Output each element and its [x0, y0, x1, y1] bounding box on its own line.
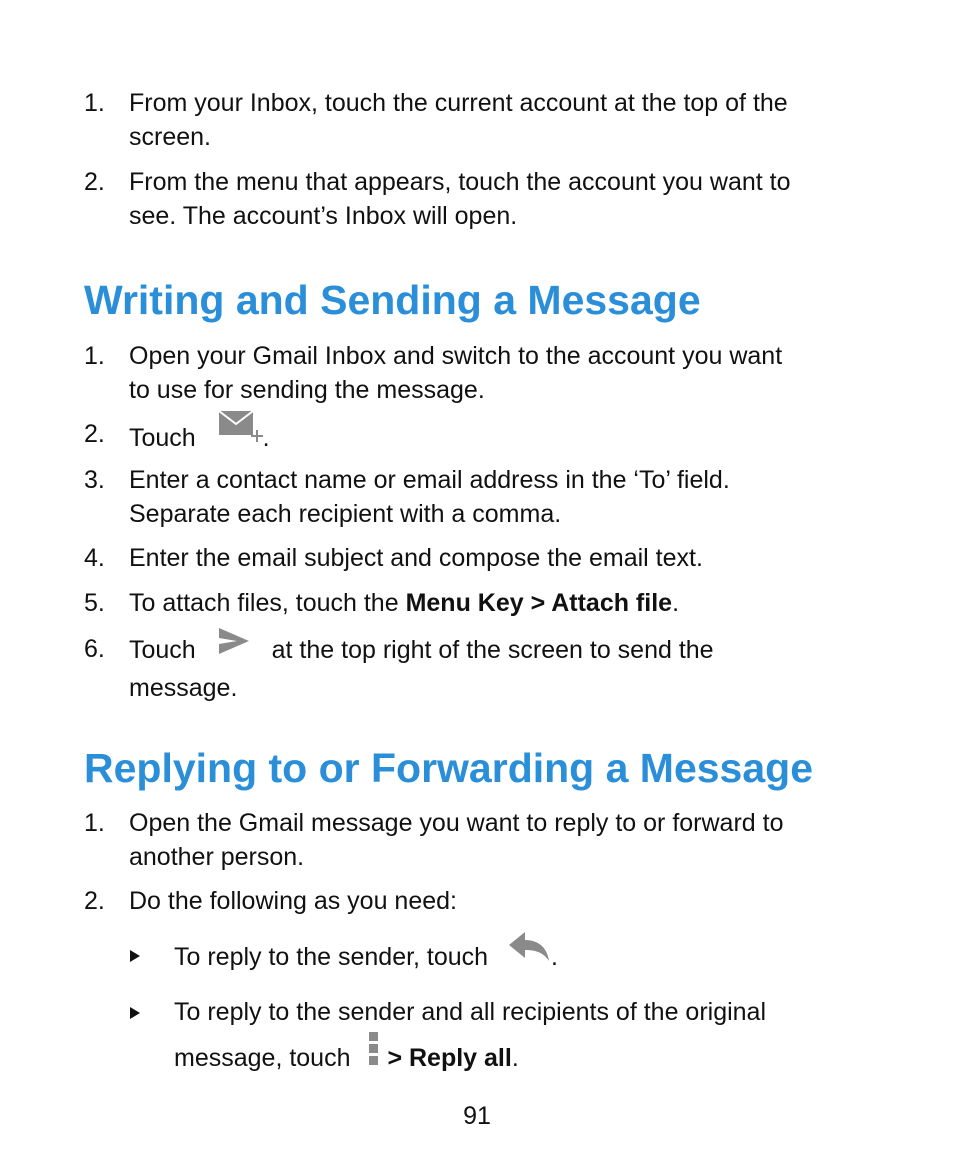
bullet-marker-icon: [130, 1007, 140, 1019]
step-text: see. The account’s Inbox will open.: [129, 202, 518, 230]
bullet-text: .: [551, 943, 558, 972]
section-heading-writing: Writing and Sending a Message: [84, 277, 701, 323]
bullet-text: To reply to the sender, touch: [174, 943, 489, 972]
step-text: at the top right of the screen to send the: [271, 636, 714, 665]
step-text: Touch: [129, 636, 196, 665]
step-number: 5.: [84, 589, 105, 617]
step-text: Open the Gmail message you want to reply to or forward to: [129, 809, 784, 837]
reply-all-path: > Reply all: [387, 1044, 512, 1073]
step-text: message.: [129, 674, 238, 702]
step-text: .: [672, 589, 680, 617]
step-text: Enter a contact name or email address in the ‘To’ field.: [129, 466, 730, 494]
step-text: To attach files, touch the: [129, 589, 406, 617]
bullet-text: message, touch: [174, 1044, 351, 1073]
page-number: 91: [463, 1102, 491, 1130]
step-text: Do the following as you need:: [129, 887, 457, 915]
step-text: Enter the email subject and compose the email text.: [129, 544, 703, 572]
bullet-text: .: [511, 1044, 519, 1073]
send-icon: [217, 626, 251, 665]
step-text: another person.: [129, 843, 305, 871]
overflow-menu-icon: [367, 1031, 379, 1080]
step-number: 1.: [84, 89, 105, 117]
step-number: 2.: [84, 168, 105, 196]
bullet-text: To reply to the sender and all recipients of the original: [174, 998, 767, 1026]
step-text: Separate each recipient with a comma.: [129, 500, 562, 528]
step-text: Open your Gmail Inbox and switch to the account you want: [129, 342, 783, 370]
step-text: .: [262, 424, 270, 453]
bullet-marker-icon: [130, 950, 140, 962]
step-text: screen.: [129, 123, 211, 151]
step-number: 2.: [84, 887, 105, 915]
step-number: 1.: [84, 342, 105, 370]
step-text: Touch: [129, 424, 196, 453]
step-number: 3.: [84, 466, 105, 494]
step-number: 6.: [84, 635, 105, 663]
menu-path: Menu Key > Attach file: [405, 589, 673, 617]
step-number: 4.: [84, 544, 105, 572]
reply-icon: [507, 928, 551, 973]
section-heading-replying: Replying to or Forwarding a Message: [84, 745, 814, 791]
step-text: From your Inbox, touch the current account at the top of the: [129, 89, 788, 117]
compose-mail-icon: [217, 409, 263, 454]
step-number: 1.: [84, 809, 105, 837]
step-text: From the menu that appears, touch the account you want to: [129, 168, 791, 196]
step-text: to use for sending the message.: [129, 376, 485, 404]
step-number: 2.: [84, 420, 105, 448]
